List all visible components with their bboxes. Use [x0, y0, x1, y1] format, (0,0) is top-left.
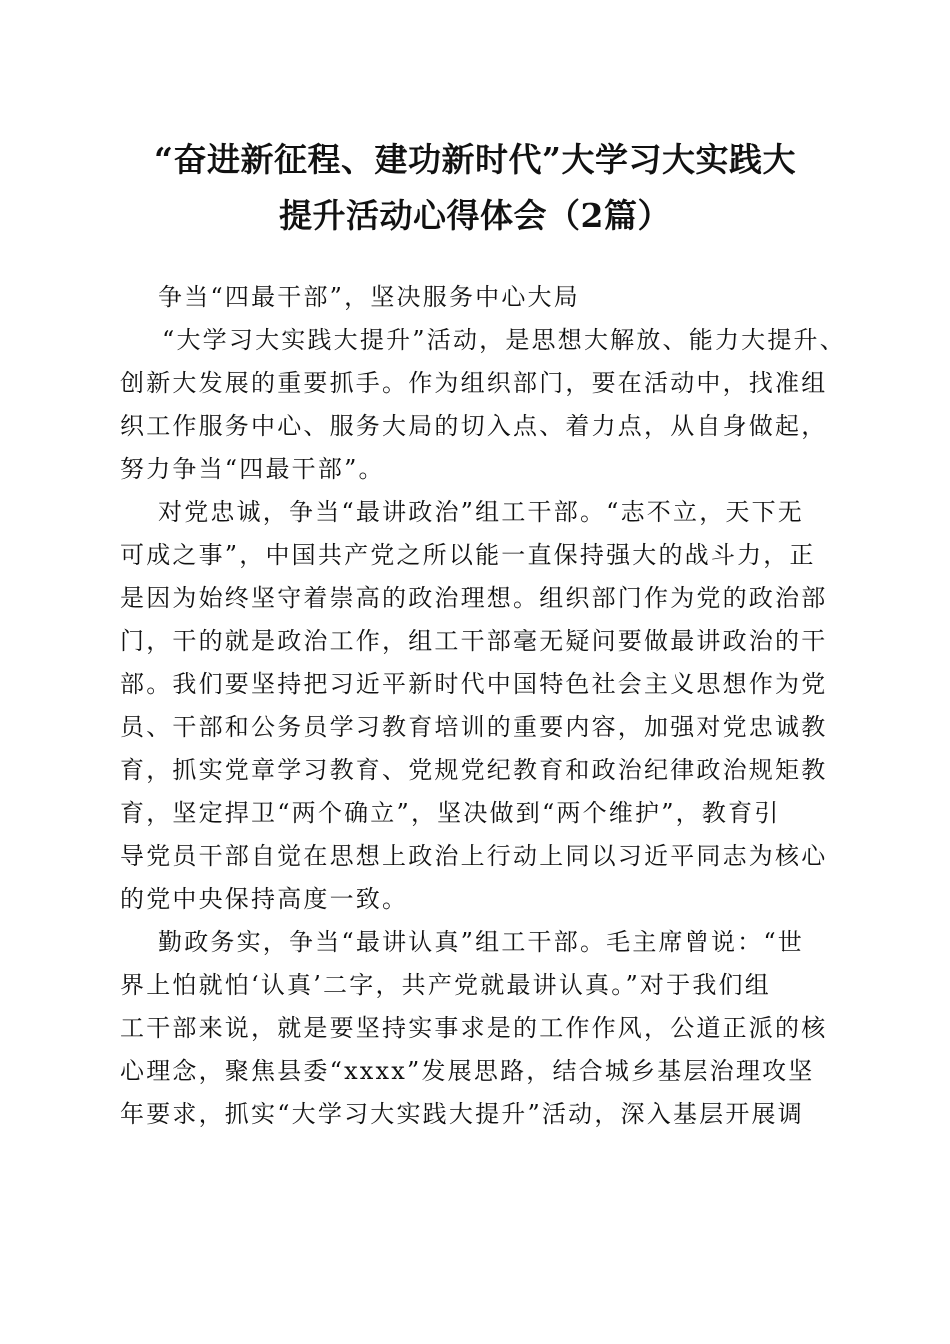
paragraph-line: 是因为始终坚守着崇高的政治理想。组织部门作为党的政治部: [120, 584, 828, 612]
paragraph-line: 创新大发展的重要抓手。作为组织部门，要在活动中，找准组: [120, 369, 828, 397]
paragraph-line: 织工作服务中心、服务大局的切入点、着力点，从自身做起，: [120, 412, 828, 440]
paragraph-line: 工干部来说，就是要坚持实事求是的工作作风，公道正派的核: [120, 1014, 828, 1042]
paragraph-line: “大学习大实践大提升”活动，是思想大解放、能力大提升、: [162, 326, 846, 354]
paragraph-line: 界上怕就怕‘认真’二字，共产党就最讲认真。”对于我们组: [120, 971, 771, 999]
title-line-1: “奋进新征程、建功新时代”大学习大实践大: [154, 140, 796, 179]
paragraph-line: 勤政务实，争当“最讲认真”组工干部。毛主席曾说：“世: [158, 928, 805, 956]
paragraph-line: 可成之事”，中国共产党之所以能一直保持强大的战斗力，正: [120, 541, 816, 569]
paragraph-line: 心理念，聚焦县委“xxxx”发展思路，结合城乡基层治理攻坚: [120, 1057, 815, 1085]
title-line-2: 提升活动心得体会（2篇）: [279, 196, 671, 235]
section-heading: 争当“四最干部”，坚决服务中心大局: [158, 283, 580, 311]
paragraph-line: 育，坚定捍卫“两个确立”，坚决做到“两个维护”，教育引: [120, 799, 781, 827]
paragraph-line: 门，干的就是政治工作，组工干部毫无疑问要做最讲政治的干: [120, 627, 828, 655]
paragraph-line: 部。我们要坚持把习近平新时代中国特色社会主义思想作为党: [120, 670, 828, 698]
paragraph-line: 的党中央保持高度一致。: [120, 885, 409, 913]
paragraph-line: 员、干部和公务员学习教育培训的重要内容，加强对党忠诚教: [120, 713, 828, 741]
paragraph-line: 努力争当“四最干部”。: [120, 455, 385, 483]
paragraph-line: 导党员干部自觉在思想上政治上行动上同以习近平同志为核心: [120, 842, 828, 870]
document-title: [100, 132, 850, 244]
paragraph-line: 年要求，抓实“大学习大实践大提升”活动，深入基层开展调: [120, 1100, 804, 1128]
paragraph-line: 育，抓实党章学习教育、党规党纪教育和政治纪律政治规矩教: [120, 756, 828, 784]
document-body: [120, 276, 846, 1136]
paragraph-line: 对党忠诚，争当“最讲政治”组工干部。“志不立，天下无: [158, 498, 805, 526]
